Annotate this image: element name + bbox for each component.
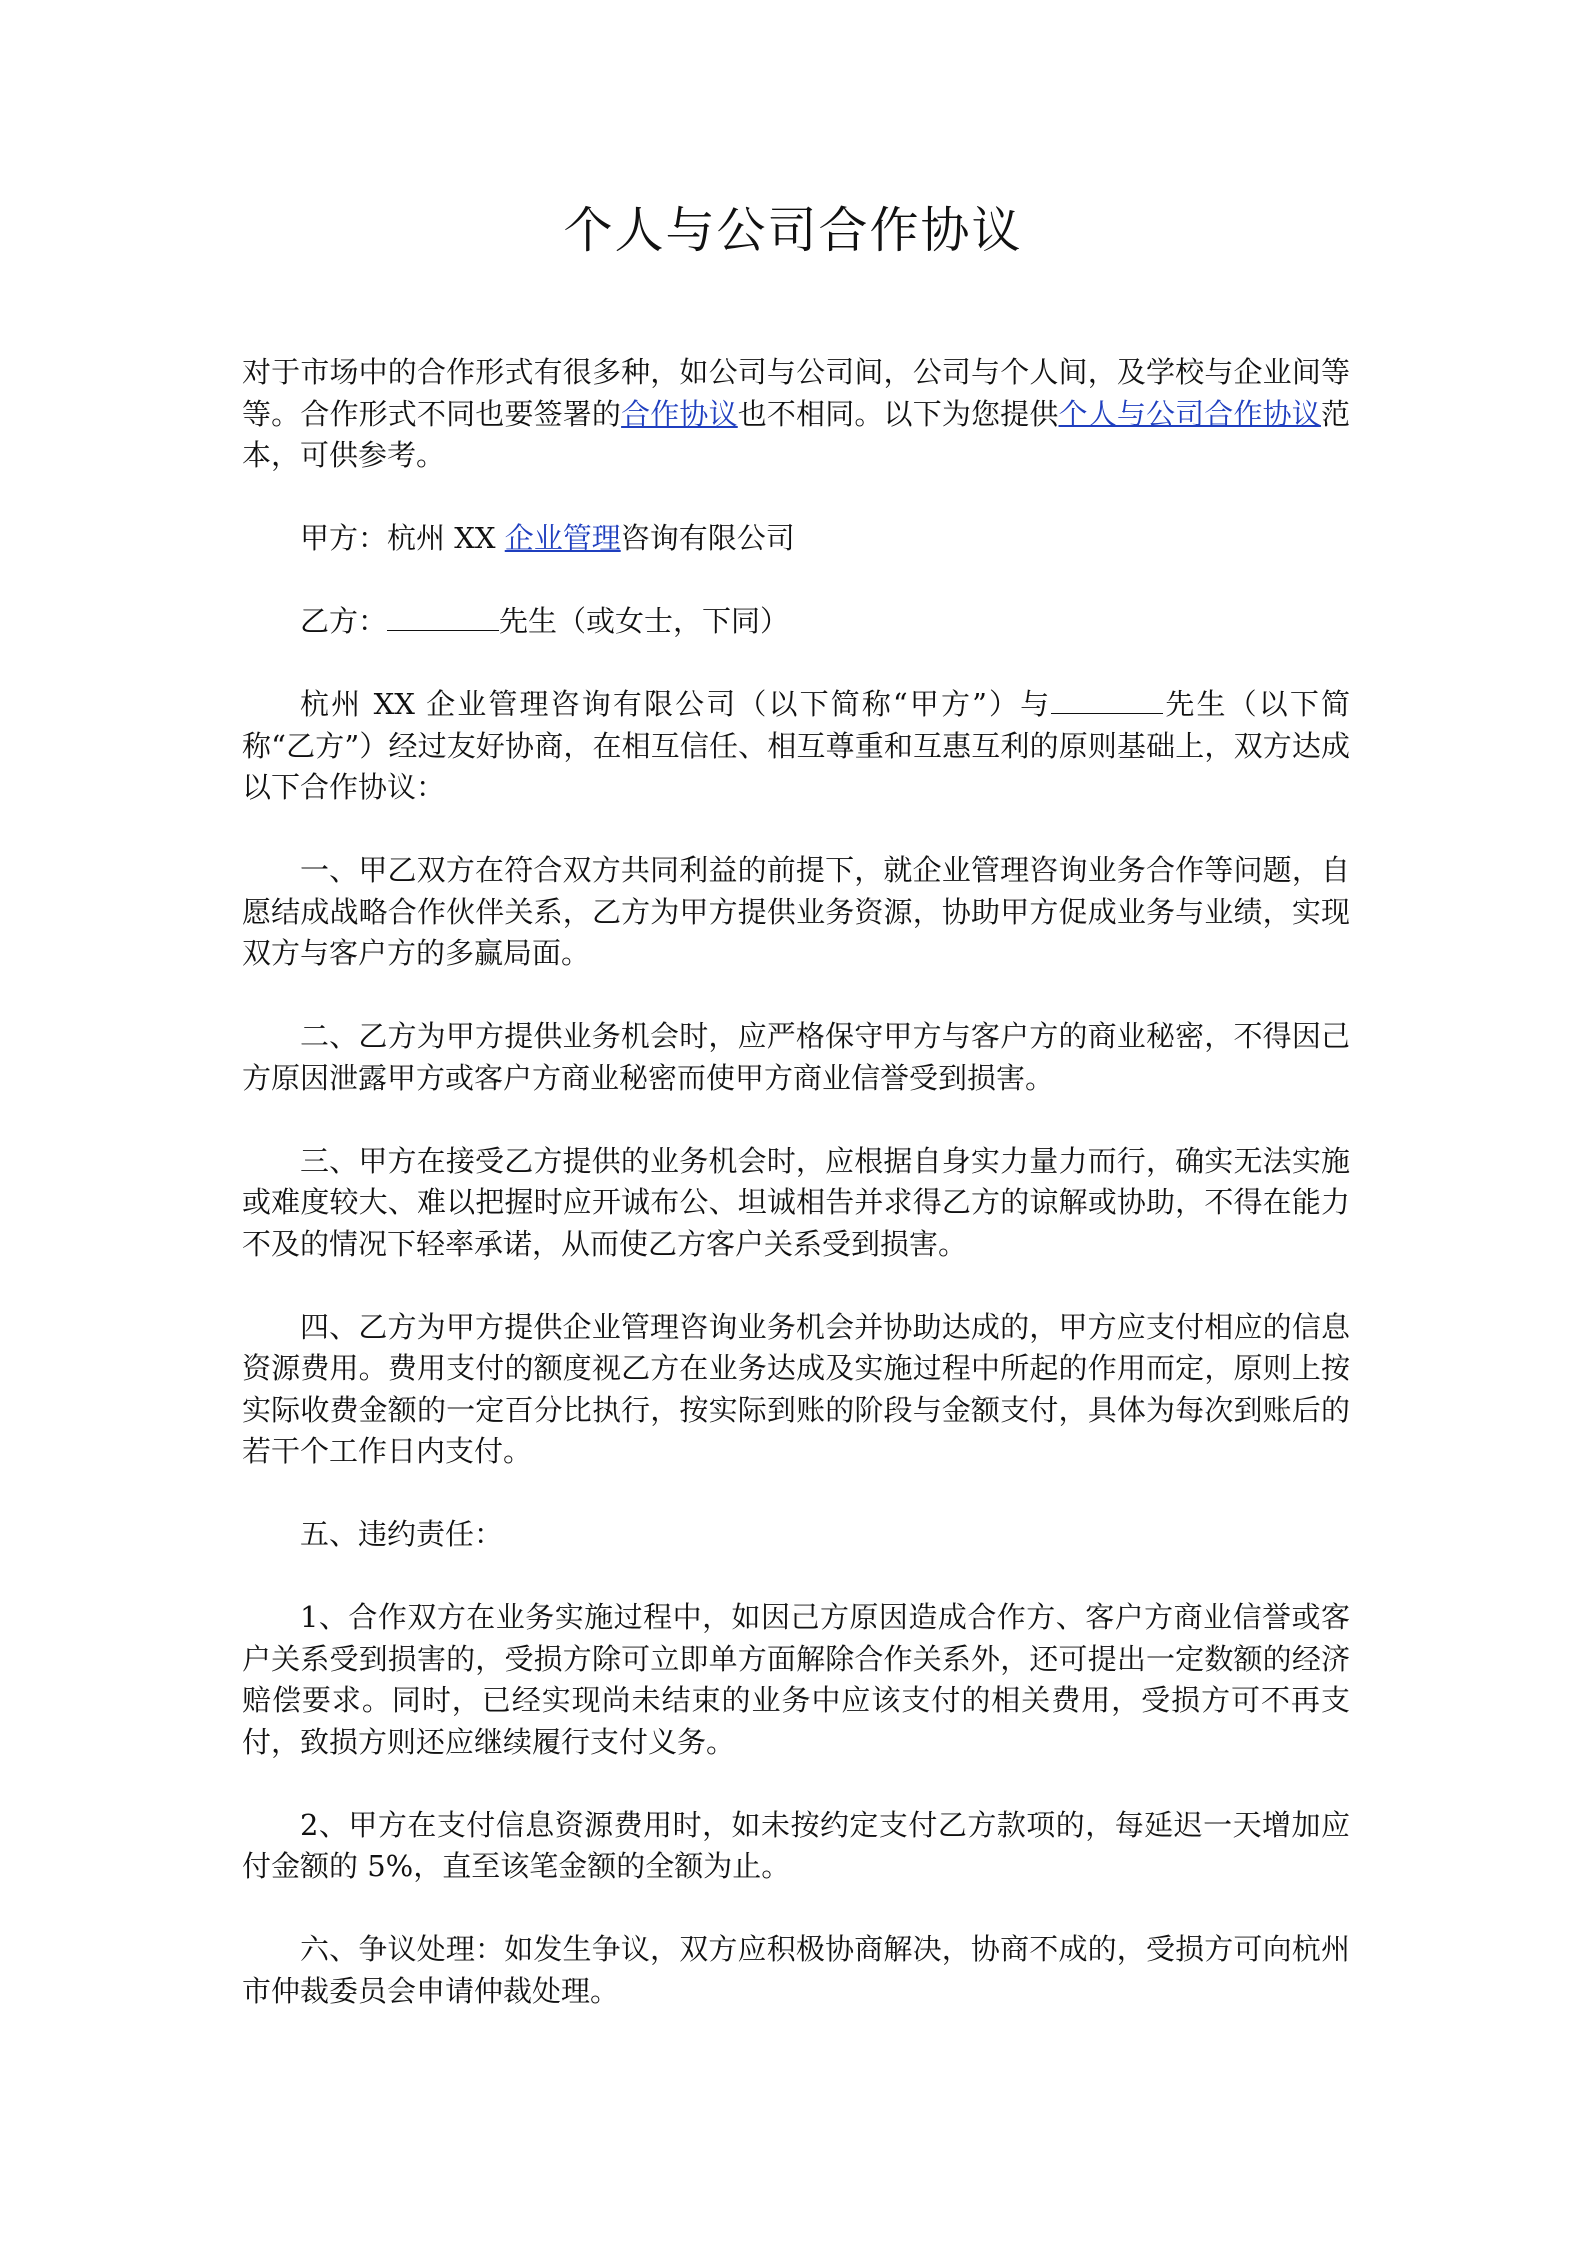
party-a-suffix: 咨询有限公司 — [620, 521, 795, 555]
party-a-line — [242, 518, 1350, 560]
party-b-prefix: 乙方： — [300, 604, 388, 638]
intro-paragraph — [242, 352, 1350, 477]
preamble-name-blank — [1051, 687, 1163, 714]
clause-4: 四、乙方为甲方提供企业管理咨询业务机会并协助达成的，甲方应支付相应的信息资源费用。费用支付的额度视乙方在业务达成及实施过程中所起的作用而定，原则上按实际收费金额的一定百分比执行，按实际到账的阶段与金额支付，具体为每次到账后的若干个工作日内支付。 — [242, 1309, 1350, 1468]
preamble-paragraph — [242, 684, 1350, 809]
clause-2: 二、乙方为甲方提供业务机会时，应严格保守甲方与客户方的商业秘密，不得因己方原因泄露甲方或客户方商业秘密而使甲方商业信誉受到损害。 — [242, 1019, 1350, 1095]
clause-3: 三、甲方在接受乙方提供的业务机会时，应根据自身实力量力而行，确实无法实施或难度较大、难以把握时应开诚布公、坦诚相告并求得乙方的谅解或协助，不得在能力不及的情况下轻率承诺，从而使乙方客户关系受到损害。 — [242, 1143, 1350, 1261]
party-b-line — [242, 601, 1350, 643]
intro-text-1: 对于市场中的合作形式有很多种，如公司与公司间，公司与个人间，及学校与企业间等等。合作形式不同也要签署的 — [242, 355, 1350, 431]
clause-1: 一、甲乙双方在符合双方共同利益的前提下，就企业管理咨询业务合作等问题，自愿结成战略合作伙伴关系，乙方为甲方提供业务资源，协助甲方促成业务与业绩，实现双方与客户方的多赢局面。 — [242, 853, 1350, 970]
preamble-text-2: 先生（以下简称“乙方”）经过友好协商，在相互信任、相互尊重和互惠互利的原则基础上，双方达成以下合作协议： — [242, 687, 1350, 804]
party-a-prefix: 甲方：杭州 XX — [300, 521, 505, 555]
enterprise-management-link[interactable]: 企业管理 — [504, 521, 621, 555]
party-b-suffix: 先生（或女士，下同） — [499, 604, 790, 638]
document-title: 个人与公司合作协议 — [563, 202, 1023, 259]
clause-5-item-2: 2、甲方在支付信息资源费用时，如未按约定支付乙方款项的，每延迟一天增加应付金额的 5%，直至该笔金额的全额为止。 — [242, 1807, 1350, 1883]
clause-6: 六、争议处理：如发生争议，双方应积极协商解决，协商不成的，受损方可向杭州市仲裁委员会申请仲裁处理。 — [242, 1932, 1350, 2008]
intro-text-2: 也不相同。以下为您提供 — [737, 396, 1059, 431]
clause-5-item-1: 1、合作双方在业务实施过程中，如因己方原因造成合作方、客户方商业信誉或客户关系受到损害的，受损方除可立即单方面解除合作关系外，还可提出一定数额的经济赔偿要求。同时，已经实现尚未结束的业务中应该支付的相关费用，受损方可不再支付，致损方则还应继续履行支付义务。 — [242, 1600, 1350, 1759]
clause-5-heading: 五、违约责任： — [300, 1517, 504, 1551]
intro-text-3: 范本，可供参考。 — [242, 396, 1350, 472]
cooperation-agreement-link[interactable]: 合作协议 — [621, 396, 738, 431]
party-b-name-blank — [387, 604, 499, 631]
preamble-text-1: 杭州 XX 企业管理咨询有限公司（以下简称“甲方”）与 — [300, 687, 1052, 721]
personal-company-agreement-link[interactable]: 个人与公司合作协议 — [1058, 396, 1321, 431]
document-body — [242, 352, 1350, 2054]
